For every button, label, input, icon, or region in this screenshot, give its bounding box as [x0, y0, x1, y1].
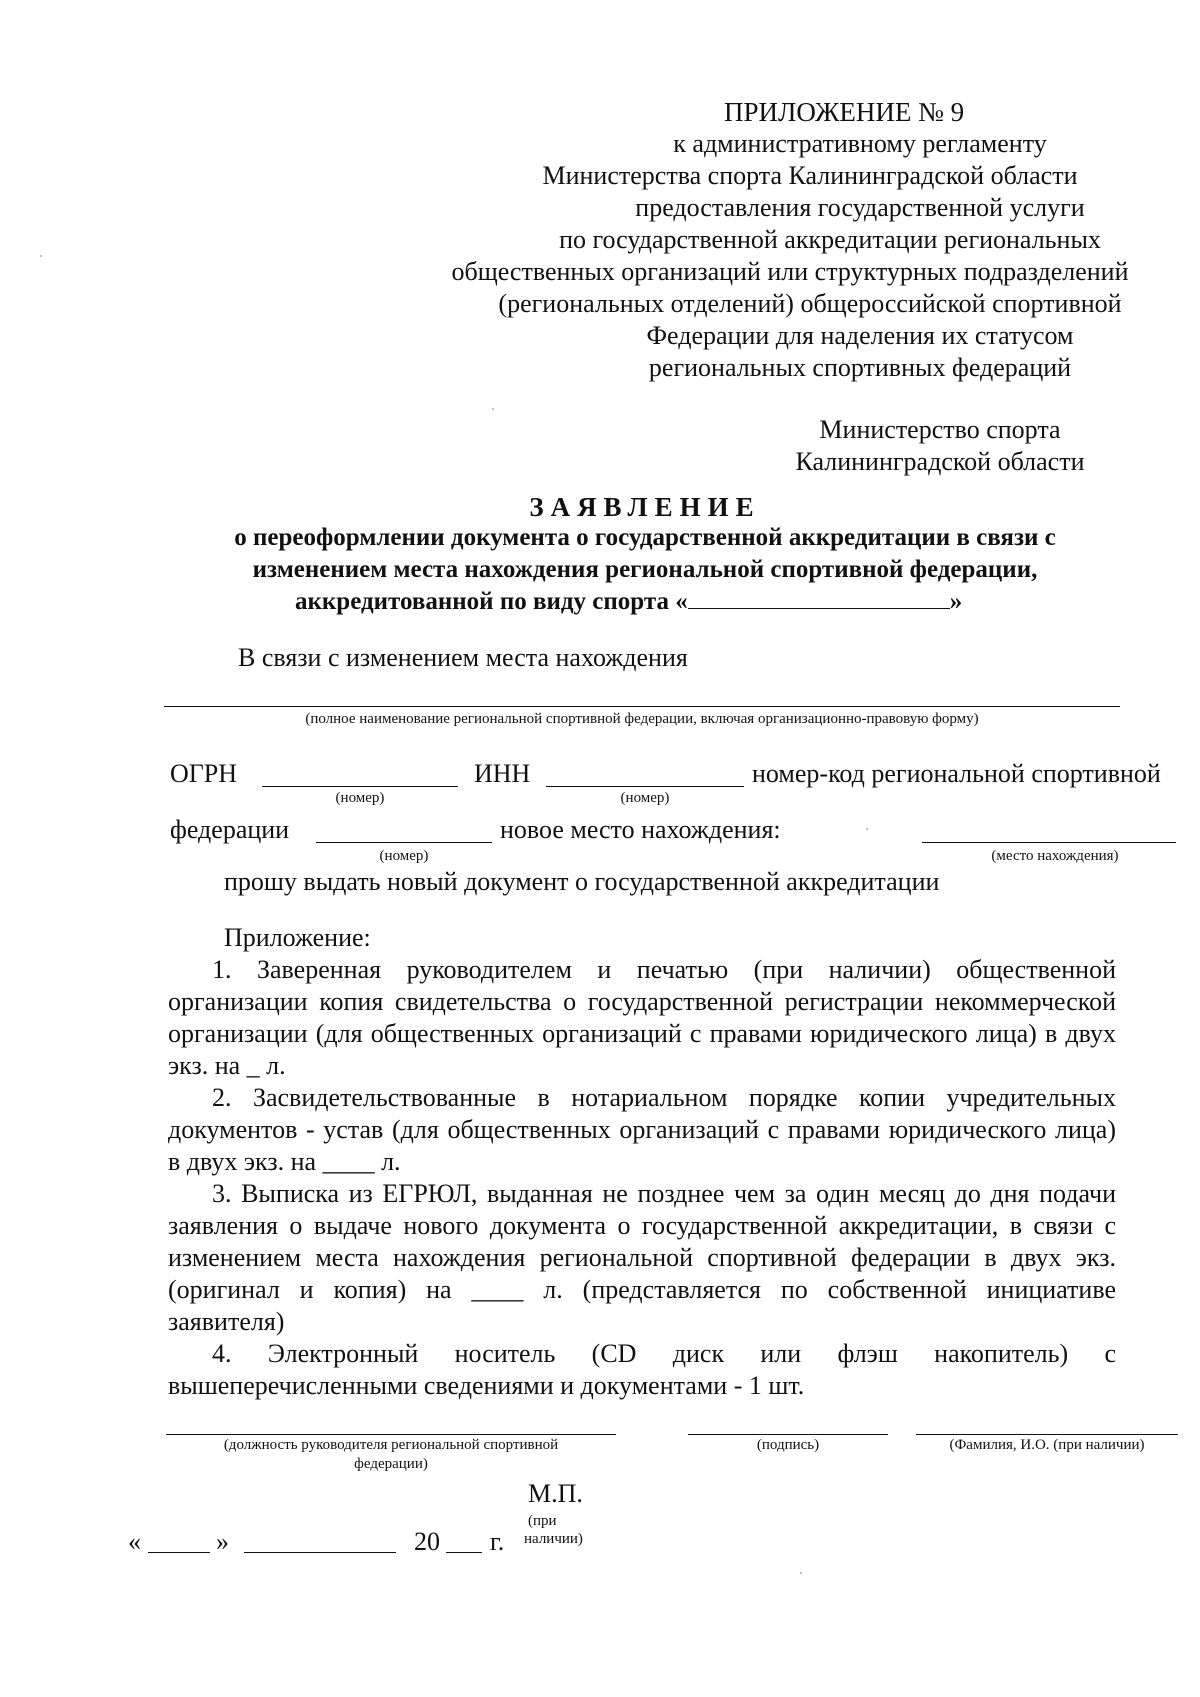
signature-line[interactable]	[688, 1434, 888, 1435]
attachment-2-line: 2. Засвидетельствованные в нотариальном порядке копии учредительных	[212, 1083, 1116, 1112]
date-year-line[interactable]	[446, 1552, 482, 1553]
title-subline: о переоформлении документа о государственной аккредитации в связи с	[234, 524, 1056, 551]
mp-note: (при	[528, 1513, 557, 1529]
federation-label: федерации	[170, 815, 290, 844]
position-caption: (должность руководителя региональной спортивной	[223, 1437, 559, 1453]
title-subline: изменением места нахождения региональной спортивной федерации,	[252, 556, 1038, 583]
date-year-suffix: г.	[490, 1527, 505, 1556]
header-line: (региональных отделений) общероссийской спортивной	[498, 289, 1122, 318]
scan-speck	[492, 408, 494, 410]
position-line[interactable]	[166, 1434, 616, 1435]
date-quote-open: «	[128, 1527, 141, 1556]
attachment-2-line: документов - устав (для общественных организаций с правами юридического лица)	[168, 1115, 1116, 1144]
attachment-3-line: изменением места нахождения региональной спортивной федерации в двух экз.	[168, 1243, 1116, 1272]
code-text: номер-код региональной спортивной	[752, 759, 1161, 788]
date-day-line[interactable]	[148, 1552, 210, 1553]
inn-line[interactable]	[546, 786, 744, 787]
ogrn-caption: (номер)	[335, 790, 385, 806]
attachment-1-line: 1. Заверенная руководителем и печатью (при наличии) общественной	[212, 955, 1116, 984]
attachment-3-line: (оригинал и копия) на ____ л. (представляется по собственной инициативе	[168, 1275, 1116, 1304]
attachment-1-line: экз. на _ л.	[168, 1051, 286, 1080]
signature-caption: (подпись)	[756, 1437, 820, 1453]
ogrn-line[interactable]	[262, 786, 458, 787]
inn-label: ИНН	[474, 759, 531, 788]
header-line: предоставления государственной услуги	[635, 193, 1085, 222]
header-line: региональных спортивных федераций	[648, 353, 1072, 382]
addressee-line: Министерство спорта	[819, 415, 1061, 444]
location-caption: (место нахождения)	[991, 848, 1119, 864]
sport-blank[interactable]	[688, 586, 950, 609]
scan-speck	[800, 1572, 802, 1574]
request-text: прошу выдать новый документ о государственной аккредитации	[224, 867, 940, 896]
inn-caption: (номер)	[620, 790, 670, 806]
attachment-4-line: вышеперечисленными сведениями и документами - 1 шт.	[168, 1371, 805, 1400]
full-name-caption: (полное наименование региональной спортивной федерации, включая организационно-правовую форму)	[305, 711, 979, 727]
scan-speck	[40, 255, 42, 257]
ogrn-label: ОГРН	[170, 759, 238, 788]
fio-line[interactable]	[916, 1434, 1178, 1435]
attachment-3-line: 3. Выписка из ЕГРЮЛ, выданная не позднее чем за один месяц до дня подачи	[212, 1179, 1116, 1208]
new-location-label: новое место нахождения:	[500, 815, 781, 844]
code-line[interactable]	[316, 842, 492, 843]
attachment-3-line: заявителя)	[168, 1307, 285, 1336]
appendix-title: ПРИЛОЖЕНИЕ № 9	[724, 97, 965, 127]
addressee-line: Калининградской области	[795, 447, 1085, 476]
header-line: Федерации для наделения их статусом	[646, 321, 1074, 350]
attachment-2-line: в двух экз. на ____ л.	[168, 1147, 401, 1176]
attachment-4-line: 4. Электронный носитель (CD диск или флэш накопитель) с	[212, 1339, 1116, 1368]
code-caption: (номер)	[379, 848, 429, 864]
attachment-1-line: организации копия свидетельства о государственной регистрации некоммерческой	[168, 987, 1116, 1016]
header-line: Министерства спорта Калининградской области	[542, 161, 1078, 190]
sport-prefix: аккредитованной по виду спорта «	[295, 588, 688, 615]
fio-caption: (Фамилия, И.О. (при наличии)	[949, 1437, 1145, 1453]
attachment-1-line: организации (для общественных организаций с правами юридического лица) в двух	[168, 1019, 1116, 1048]
attachment-3-line: заявления о выдаче нового документа о государственной аккредитации, в связи с	[168, 1211, 1116, 1240]
sport-suffix: »	[949, 588, 963, 615]
document-title: ЗАЯВЛЕНИЕ	[529, 492, 761, 522]
header-line: по государственной аккредитации региональных	[559, 225, 1101, 254]
mp-note: наличии)	[524, 1531, 583, 1547]
header-line: к административному регламенту	[673, 129, 1047, 158]
date-month-line[interactable]	[244, 1552, 396, 1553]
header-line: общественных организаций или структурных подразделений	[451, 257, 1129, 286]
intro-text: В связи с изменением места нахождения	[238, 643, 688, 672]
date-year-prefix: 20	[414, 1527, 440, 1556]
date-quote-close: »	[216, 1527, 229, 1556]
attachments-heading: Приложение:	[224, 923, 371, 952]
scan-speck	[866, 828, 868, 830]
position-caption-2: федерации)	[354, 1456, 428, 1472]
location-line[interactable]	[922, 842, 1176, 843]
mp-stamp-label: М.П.	[528, 1479, 583, 1508]
full-name-line[interactable]	[164, 706, 1120, 707]
title-subline-sport	[295, 586, 962, 618]
